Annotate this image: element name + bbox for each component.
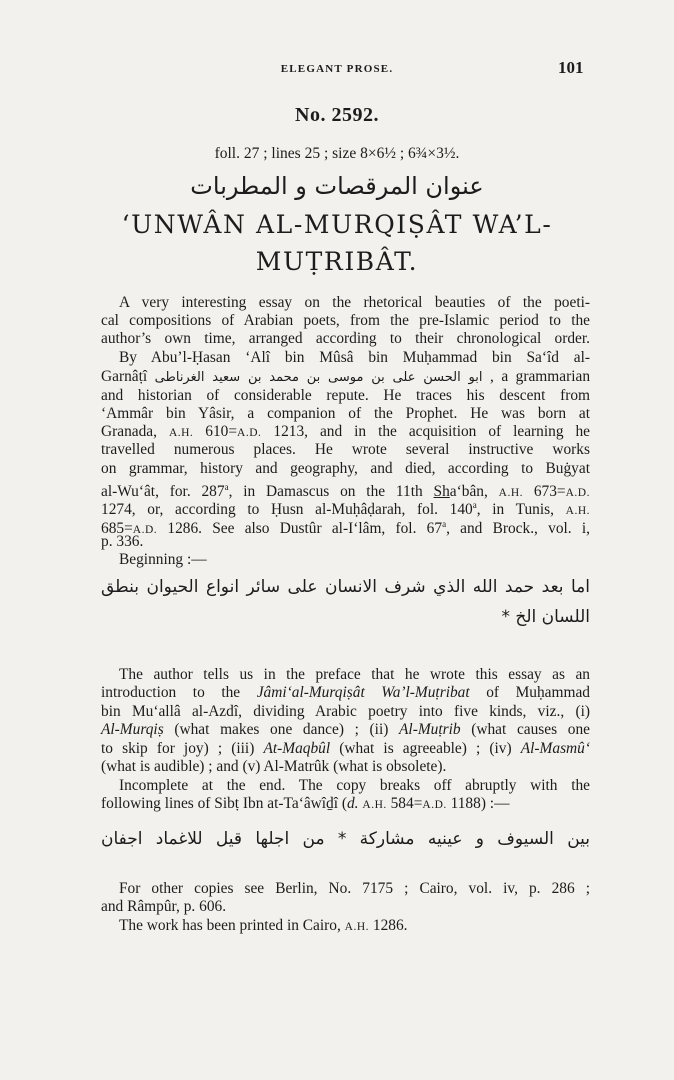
text-line bbox=[101, 703, 590, 721]
text-segment: on grammar, history and geography, and died, according to Buġyat bbox=[101, 460, 590, 477]
text-line bbox=[101, 721, 590, 739]
superscript: a bbox=[442, 519, 447, 529]
text-segment: ‘Ammâr bin Yâsir, a companion of the Prophet. He was born at bbox=[101, 405, 590, 422]
text-segment: to skip for joy) ; (iii) bbox=[101, 740, 264, 757]
text-segment: A.H. bbox=[344, 921, 370, 933]
text-segment: bin Mu‘allâ al-Azdî, dividing Arabic poetry into five kinds, viz., (i) bbox=[101, 703, 590, 720]
text-segment: p. 336. bbox=[101, 533, 144, 550]
text-segment: 584= bbox=[386, 795, 423, 812]
text-segment: al-Wu‘ât, for. 287 bbox=[101, 483, 225, 501]
text-line bbox=[119, 777, 590, 795]
text-line bbox=[119, 917, 590, 936]
text-line bbox=[101, 387, 590, 405]
text-segment: The work has been printed in Cairo, bbox=[119, 917, 345, 934]
text-line bbox=[101, 684, 590, 702]
text-segment: Al-Muṭrib bbox=[399, 721, 461, 738]
arabic-title: عنوان المرقصات و المطربات bbox=[190, 172, 484, 200]
text-segment: 1274, or, according to Ḥusn al-Muḥâḍarah, fol. 140 bbox=[101, 501, 473, 519]
text-segment: a‘bân, bbox=[449, 483, 499, 501]
superscript: a bbox=[224, 482, 229, 492]
text-segment: , a grammarian bbox=[482, 368, 591, 385]
text-line bbox=[101, 330, 590, 348]
text-segment: Sh bbox=[433, 483, 450, 501]
arabic-quote-line bbox=[101, 578, 590, 596]
text-segment: (what causes one bbox=[460, 721, 590, 738]
text-segment: For other copies see Berlin, No. 7175 ; Cairo, vol. iv, p. 286 ; bbox=[119, 880, 590, 897]
text-segment: Al-Murqiṣ bbox=[101, 721, 164, 738]
text-line bbox=[101, 312, 590, 330]
text-line bbox=[101, 740, 590, 758]
text-line bbox=[119, 294, 590, 312]
text-segment: The author tells us in the preface that he wrote this essay as an bbox=[119, 666, 590, 683]
running-head: ELEGANT PROSE. bbox=[280, 63, 394, 75]
text-segment: travelled numerous places. He wrote several instructive works bbox=[101, 441, 590, 458]
text-segment: (what makes one dance) ; (ii) bbox=[163, 721, 400, 738]
text-segment: d. bbox=[346, 795, 359, 812]
text-segment: , and Brock., vol. i, bbox=[446, 520, 591, 538]
text-segment: Incomplete at the end. The copy breaks off abruptly with the bbox=[119, 777, 590, 794]
text-segment: (what is audible) ; and (v) Al-Matrûk (what is obsolete). bbox=[101, 758, 447, 775]
text-segment: 673= bbox=[523, 483, 566, 501]
text-segment: A.H. bbox=[362, 799, 387, 811]
text-segment: 1286. See also Dustûr al-I‘lâm, fol. 67 bbox=[157, 520, 443, 538]
text-segment: Granada, bbox=[101, 423, 169, 440]
text-segment: , in Tunis, bbox=[476, 501, 566, 519]
text-segment: and Râmpûr, p. 606. bbox=[101, 898, 227, 915]
text-segment: cal compositions of Arabian poets, from the pre-Islamic period to the bbox=[101, 312, 590, 329]
text-segment: of Muḥammad bbox=[469, 684, 590, 701]
text-segment: اما بعد حمد الله الذي شرف الانسان على سائر انواع الحيوان بنطق bbox=[101, 577, 590, 597]
text-segment: A.H. bbox=[565, 505, 591, 518]
superscript: a bbox=[472, 500, 477, 510]
text-segment: 610= bbox=[193, 423, 238, 440]
text-segment: By Abu’l-Ḥasan ‘Alî bin Mûsâ bin Muḥammad bin Sa‘îd al- bbox=[119, 349, 590, 366]
text-line bbox=[119, 349, 590, 367]
text-segment: 1286. bbox=[369, 917, 408, 934]
text-line bbox=[101, 898, 590, 916]
text-segment: author’s own time, arranged according to their chronological order. bbox=[101, 330, 590, 347]
text-segment: A.H. bbox=[498, 487, 524, 500]
text-segment: Al-Masmû‘ bbox=[520, 740, 590, 757]
text-line bbox=[101, 441, 590, 459]
text-line bbox=[101, 368, 590, 387]
text-segment: 685= bbox=[101, 520, 133, 538]
text-line bbox=[119, 880, 590, 898]
title-line: MUṬRIBÂT. bbox=[255, 247, 419, 276]
arabic-name: ابو الحسن على بن موسى بن محمد بن سعيد الغرناطى bbox=[154, 370, 483, 385]
text-segment: A.D. bbox=[132, 524, 158, 537]
manuscript-description: foll. 27 ; lines 25 ; size 8×6½ ; 6¾×3½. bbox=[214, 145, 460, 162]
text-segment: A.H. bbox=[168, 427, 194, 439]
arabic-quote-line bbox=[101, 608, 590, 626]
text-segment: A very interesting essay on the rhetorical beauties of the poeti- bbox=[119, 294, 590, 311]
text-segment: introduction to the bbox=[101, 684, 257, 701]
text-line bbox=[101, 460, 590, 478]
text-line bbox=[101, 795, 590, 814]
text-segment: Beginning :— bbox=[119, 551, 207, 568]
text-segment: بين السيوف و عينيه مشاركة * من اجلها قيل للاغماد اجفان bbox=[101, 829, 590, 849]
text-segment: A.D. bbox=[422, 799, 447, 811]
text-segment: At-Maqbûl bbox=[263, 740, 331, 757]
text-segment: following lines of Sibṭ Ibn at-Ta‘âwîḏî ( bbox=[101, 795, 347, 812]
text-line bbox=[101, 405, 590, 423]
manuscript-number: No. 2592. bbox=[295, 104, 379, 126]
text-line bbox=[119, 666, 590, 684]
text-line bbox=[119, 551, 590, 569]
text-segment: Garnâṭî bbox=[101, 368, 155, 385]
text-line bbox=[101, 758, 590, 776]
text-segment: A.D. bbox=[565, 487, 590, 500]
text-segment: (what is agreeable) ; (iv) bbox=[330, 740, 521, 757]
text-segment: and historian of considerable repute. He traces his descent from bbox=[101, 387, 590, 404]
text-line bbox=[101, 533, 590, 551]
text-segment: Jâmi‘al-Murqiṣât Wa’l-Muṭribat bbox=[256, 684, 470, 701]
arabic-quote-line bbox=[101, 830, 590, 848]
title-line: ‘UNWÂN AL-MURQIṢÂT WA’L- bbox=[121, 210, 553, 239]
text-segment: 1213, and in the acquisition of learning he bbox=[261, 423, 590, 440]
text-segment: اللسان الخ * bbox=[501, 607, 590, 627]
text-segment: , in Damascus on the 11th bbox=[228, 483, 434, 501]
page-number: 101 bbox=[558, 58, 584, 77]
text-segment: 1188) :— bbox=[446, 795, 510, 812]
text-line bbox=[101, 423, 590, 442]
text-segment: A.D. bbox=[237, 427, 262, 439]
